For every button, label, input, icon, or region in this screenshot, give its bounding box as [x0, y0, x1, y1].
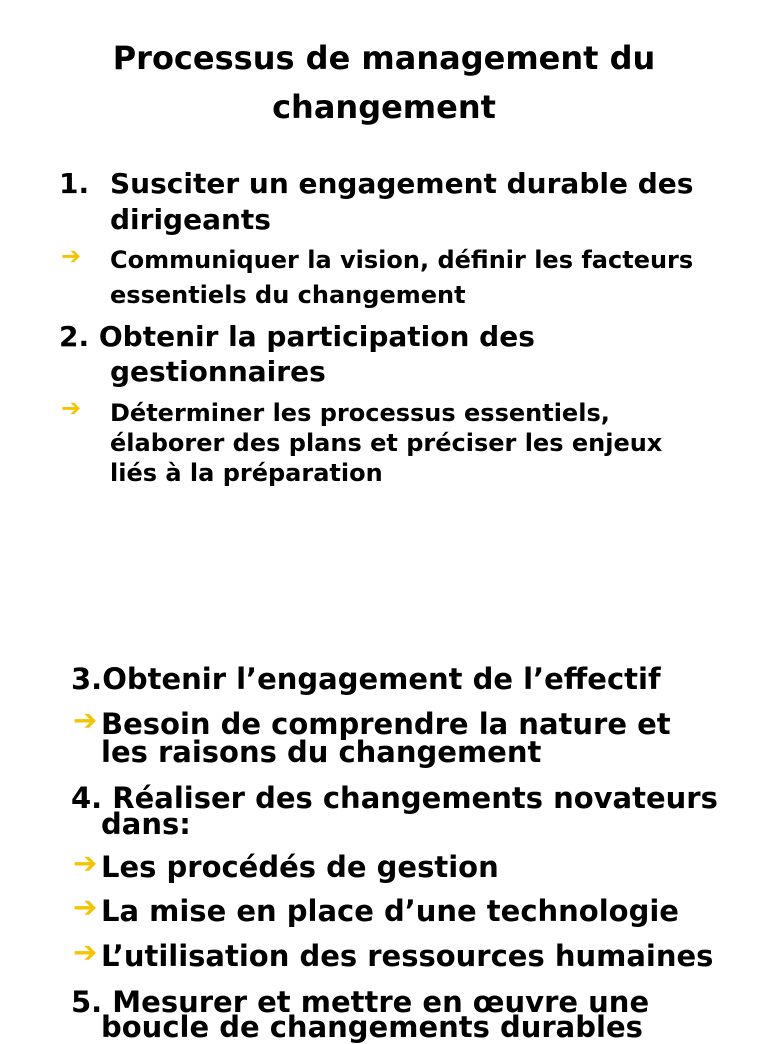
arrow-right-icon: ➔ [73, 890, 98, 924]
item-4-bullet: La mise en place d’une technologie [101, 894, 679, 928]
slide-title-line-2: changement [272, 88, 496, 126]
item-2-sub-line-3: liés à la préparation [110, 459, 383, 487]
arrow-right-icon: ➔ [61, 394, 82, 422]
item-2-sub-line-1: Déterminer les processus essentiels, [110, 399, 610, 427]
item-1-number: 1. [59, 167, 90, 200]
item-4-bullet: Les procédés de gestion [101, 850, 499, 884]
item-4-line-1: 4. Réaliser des changements novateurs [71, 781, 718, 815]
arrow-right-icon: ➔ [73, 935, 98, 969]
arrow-right-icon: ➔ [73, 703, 98, 737]
item-3-sub-line-2: les raisons du changement [101, 735, 542, 769]
item-1-sub-line-1: Communiquer la vision, définir les facteurs [110, 246, 694, 274]
item-1-sub-line-2: essentiels du changement [110, 281, 466, 309]
item-2-sub-line-2: élaborer des plans et préciser les enjeux [110, 429, 663, 457]
item-1-line-2: dirigeants [110, 203, 271, 236]
item-2-line-1: 2. Obtenir la participation des [59, 320, 535, 353]
item-5-line-2: boucle de changements durables [101, 1010, 643, 1044]
slide-title-line-1: Processus de management du [112, 39, 656, 77]
item-2-line-2: gestionnaires [110, 355, 326, 388]
item-4-line-2: dans: [101, 807, 191, 841]
arrow-right-icon: ➔ [61, 242, 82, 270]
item-3-line-1: 3.Obtenir l’engagement de l’effectif [71, 662, 661, 696]
arrow-right-icon: ➔ [73, 846, 98, 880]
item-3-sub-line-1: Besoin de comprendre la nature et [101, 707, 671, 741]
item-5-line-1: 5. Mesurer et mettre en œuvre une [71, 985, 650, 1019]
item-1-line-1: Susciter un engagement durable des [110, 167, 694, 200]
item-4-bullet: L’utilisation des ressources humaines [101, 939, 714, 973]
